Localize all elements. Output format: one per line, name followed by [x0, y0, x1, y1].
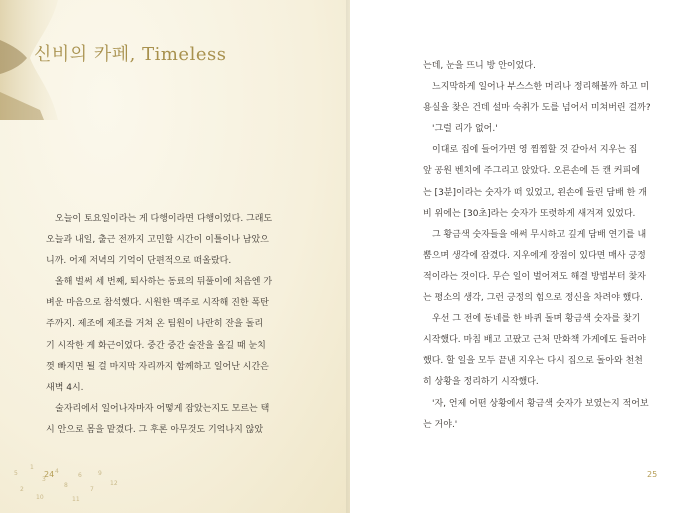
paragraph — [423, 309, 663, 393]
decor-number: 1 — [30, 464, 34, 471]
page-number-left: 24 — [44, 470, 55, 479]
decor-number: 12 — [110, 480, 118, 487]
text-line: 술자리에서 일어나자마자 어떻게 잡았는지도 모르는 택 — [55, 403, 270, 414]
text-line: 우선 그 전에 동네를 한 바퀴 돌며 황금색 숫자를 찾기 — [432, 314, 641, 325]
text-line: 했다. 할 일을 모두 끝낸 지우는 다시 집으로 돌아와 천천 — [423, 356, 643, 367]
text-line: 느지막하게 일어나 부스스한 머리나 정리해볼까 하고 미 — [432, 82, 650, 93]
paragraph — [423, 77, 663, 119]
decor-number: 5 — [14, 470, 18, 477]
page-number-right: 25 — [647, 470, 658, 479]
text-line: 껏 빠지면 될 걸 마지막 자리까지 함께하고 일어난 시간은 — [46, 361, 269, 372]
text-line: 는데, 눈을 뜨니 방 안이었다. — [423, 61, 536, 71]
text-line: 용실을 찾은 건데 설마 숙취가 도를 넘어서 미쳐버린 걸까? — [423, 103, 651, 114]
decor-number: 4 — [55, 468, 59, 475]
text-line: 벼운 마음으로 참석했다. 시원한 맥주로 시작해 진한 폭탄 — [46, 298, 269, 309]
paragraph — [46, 399, 291, 441]
paragraph — [46, 209, 291, 272]
text-line: 적이라는 것이다. 무슨 일이 벌어져도 해결 방법부터 찾자 — [423, 271, 646, 282]
text-line: 비 위에는 [30초]라는 숫자가 또렷하게 새겨져 있었다. — [423, 208, 636, 219]
decor-number: 7 — [90, 486, 94, 493]
decor-number: 2 — [20, 486, 24, 493]
text-line: 오늘이 토요일이라는 게 다행이라면 다행이었다. 그래도 — [55, 214, 273, 224]
decor-number: 9 — [98, 470, 102, 477]
text-line: '자, 언제 어떤 상황에서 황금색 숫자가 보였는지 적어보 — [432, 398, 649, 409]
paragraph — [46, 272, 291, 399]
scattered-numbers-decoration — [0, 455, 140, 513]
decor-number: 10 — [36, 494, 44, 501]
text-line: 기 시작한 게 화근이었다. 중간 중간 술잔을 올길 때 눈치 — [46, 340, 266, 351]
text-line: 오늘과 내일, 출근 전까지 고민할 시간이 이틀이나 남았으 — [46, 235, 269, 246]
text-line: 시작했다. 마침 배고 고팠고 근처 만화책 가게에도 들러야 — [423, 335, 646, 346]
right-body-text — [423, 56, 663, 436]
paragraph — [423, 119, 663, 140]
left-body-text — [46, 209, 291, 441]
text-line: 주까지. 제조에 제조를 거쳐 온 팀원이 나란히 잔을 돌리 — [46, 319, 264, 330]
paragraph — [423, 225, 663, 309]
text-line: 새벽 4시. — [46, 382, 84, 393]
text-line: 올해 벌써 세 번째, 퇴사하는 동료의 뒤풀이에 처음엔 가 — [55, 277, 273, 288]
text-line: 히 상황을 정리하기 시작했다. — [423, 377, 539, 388]
chapter-title: 신비의 카페, Timeless — [34, 44, 227, 65]
decor-number: 11 — [72, 496, 80, 503]
decor-number: 6 — [78, 472, 82, 479]
paragraph — [423, 394, 663, 436]
decor-number: 3 — [42, 476, 46, 483]
text-line: 뿜으며 생각에 잠겼다. 지우에게 장점이 있다면 매사 긍정 — [423, 250, 646, 261]
decor-number: 8 — [64, 482, 68, 489]
paragraph — [423, 140, 663, 224]
text-line: 이대로 집에 들어가면 영 찜찜할 것 같아서 지우는 집 — [432, 145, 638, 156]
text-line: 는 [3분]이라는 숫자가 떠 있었고, 왼손에 들린 담배 한 개 — [423, 187, 647, 198]
text-line: 는 평소의 생각, 그런 긍정의 힘으로 정신을 차려야 했다. — [423, 293, 643, 304]
text-line: 그 황금색 숫자들을 애써 무시하고 깊게 담배 연기를 내 — [432, 229, 647, 240]
text-line: 니까. 어제 저녁의 기억이 단편적으로 떠올랐다. — [46, 256, 232, 267]
text-line: 앞 공원 벤치에 주그리고 앉았다. 오른손에 든 캔 커피에 — [423, 166, 641, 177]
text-line: 는 거야.' — [423, 419, 458, 430]
text-line: 시 안으로 몸을 맡겼다. 그 후론 아무것도 기억나지 않았 — [46, 424, 264, 435]
text-line: '그럴 리가 없어.' — [432, 124, 498, 135]
paragraph — [423, 56, 663, 77]
